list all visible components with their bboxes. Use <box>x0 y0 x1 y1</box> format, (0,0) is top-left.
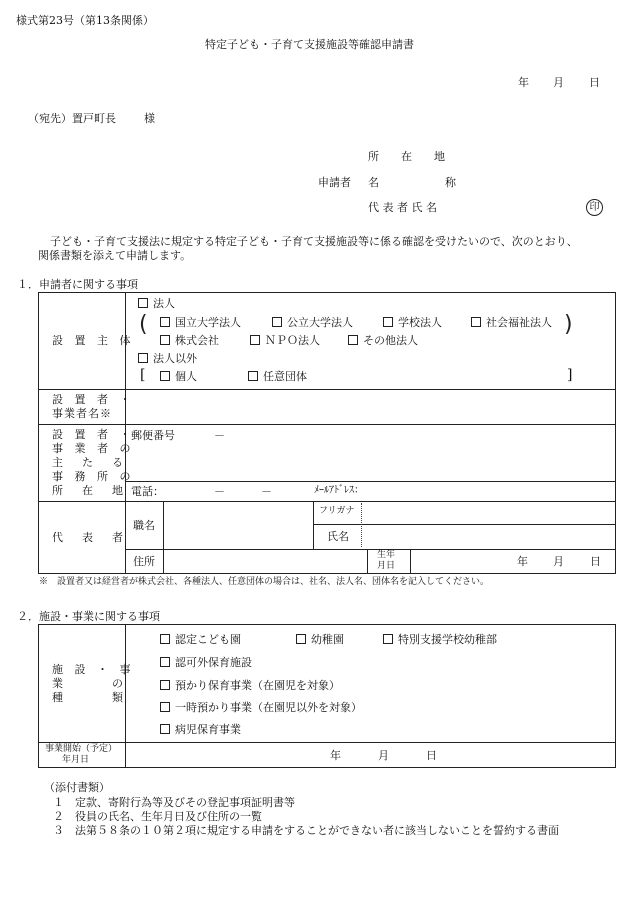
intro-text-line1: 子ども・子育て支援法に規定する特定子ども・子育て支援施設等に係る確認を受けたいので、次のとおり、 <box>50 235 578 248</box>
start-date-label-2: 年月日 <box>62 755 90 765</box>
start-year: 年 <box>330 749 341 762</box>
extended-care-checkbox[interactable]: 預かり保育事業（在園児を対象） <box>160 680 340 691</box>
office-label-2: 事 業 者 の <box>52 442 135 455</box>
applicant-name-label: 名 称 <box>368 176 456 189</box>
rep-address-field[interactable] <box>165 551 365 571</box>
special-support-kindergarten-checkbox[interactable]: 特別支援学校幼稚部 <box>383 634 497 645</box>
right-bracket: ) <box>564 312 573 337</box>
section1-note: ※ 設置者又は経営者が株式会社、各種法人、任意団体の場合は、社名、法人名、団体名を記入してください。 <box>39 577 490 587</box>
checkbox-icon <box>160 634 170 644</box>
office-label-4: 事 務 所 の <box>52 470 135 483</box>
founder-name-label-1: 設 置 者 ・ <box>52 393 135 406</box>
facility-type-label-1: 施 設 ・ 事 <box>52 663 135 676</box>
applicant-rep-label: 代 表 者 氏 名 <box>368 201 437 214</box>
checkbox-icon <box>138 353 148 363</box>
checkbox-icon <box>296 634 306 644</box>
addressee: （宛先）置戸町長 <box>28 112 116 125</box>
postal-code-label: 郵便番号 <box>131 429 175 442</box>
facility-type-label-3: 種 類 <box>52 691 127 704</box>
checkbox-icon <box>160 680 170 690</box>
date-day: 日 <box>589 76 600 89</box>
office-label-5: 所 在 地 <box>52 484 127 497</box>
left-bracket-small: [ <box>140 367 146 383</box>
facility-type-label-2: 業 の <box>52 677 127 690</box>
voluntary-group-checkbox[interactable]: 任意団体 <box>248 371 307 382</box>
checkbox-icon <box>383 634 393 644</box>
left-bracket: ( <box>139 312 148 337</box>
checkbox-icon <box>250 335 260 345</box>
section2-heading: ２．施設・事業に関する事項 <box>17 610 160 623</box>
checkbox-icon <box>160 317 170 327</box>
applicant-address-label: 所 在 地 <box>368 150 445 163</box>
checkbox-icon <box>272 317 282 327</box>
non-corporation-checkbox[interactable]: 法人以外 <box>138 353 197 364</box>
furigana-label: フリガナ <box>319 506 355 516</box>
section1-heading: １．申請者に関する事項 <box>17 278 138 291</box>
rep-address-label: 住所 <box>133 555 155 568</box>
birth-label-1: 生年 <box>377 550 396 560</box>
checkbox-icon <box>348 335 358 345</box>
office-label-3: 主 た る <box>52 456 127 469</box>
page-title: 特定子ども・子育て支援施設等確認申請書 <box>205 38 414 51</box>
stock-company-checkbox[interactable]: 株式会社 <box>160 335 219 346</box>
checkbox-icon <box>248 371 258 381</box>
kindergarten-checkbox[interactable]: 幼稚園 <box>296 634 344 645</box>
start-day: 日 <box>426 749 437 762</box>
rep-name-field[interactable] <box>363 526 613 547</box>
right-bracket-small: ] <box>567 367 573 383</box>
unlicensed-nursery-checkbox[interactable]: 認可外保育施設 <box>160 657 252 668</box>
addressee-suffix: 様 <box>144 112 155 125</box>
office-label-1: 設 置 者 ・ <box>52 428 135 441</box>
date-month: 月 <box>553 76 564 89</box>
representative-label: 代 表 者 <box>52 531 127 544</box>
social-welfare-corp-checkbox[interactable]: 社会福祉法人 <box>471 317 552 328</box>
public-university-corp-checkbox[interactable]: 公立大学法人 <box>272 317 353 328</box>
school-corp-checkbox[interactable]: 学校法人 <box>383 317 442 328</box>
temporary-care-checkbox[interactable]: 一時預かり事業（在園児以外を対象） <box>160 702 362 713</box>
attachment-item-3: ３ 法第５８条の１０第２項に規定する申請をすることができない者に該当しないことを誓約する書面 <box>53 824 559 837</box>
individual-checkbox[interactable]: 個人 <box>160 371 197 382</box>
checkbox-icon <box>138 298 148 308</box>
certified-kodomoen-checkbox[interactable]: 認定こども園 <box>160 634 241 645</box>
birth-month: 月 <box>553 555 564 568</box>
sick-child-care-checkbox[interactable]: 病児保育事業 <box>160 724 241 735</box>
national-university-corp-checkbox[interactable]: 国立大学法人 <box>160 317 241 328</box>
date-year: 年 <box>518 76 529 89</box>
intro-text-line2: 関係書類を添えて申請します。 <box>38 249 192 262</box>
birth-year: 年 <box>517 555 528 568</box>
phone-dash-2: － <box>261 485 272 498</box>
corporation-checkbox[interactable]: 法人 <box>138 298 175 309</box>
job-title-label: 職名 <box>133 519 155 532</box>
applicant-label: 申請者 <box>318 176 351 189</box>
checkbox-icon <box>160 371 170 381</box>
seal-mark: 印 <box>586 199 603 216</box>
checkbox-icon <box>160 702 170 712</box>
checkbox-icon <box>160 657 170 667</box>
npo-corp-checkbox[interactable]: ＮＰＯ法人 <box>250 335 320 346</box>
attachment-item-1: １ 定款、寄附行為等及びその登記事項証明書等 <box>53 796 295 809</box>
job-title-field[interactable] <box>165 503 311 547</box>
founder-name-label-2: 事業者名※ <box>52 407 112 420</box>
founder-name-field[interactable] <box>127 391 613 422</box>
attachments-heading: （添付書類） <box>44 781 110 794</box>
start-date-label-1: 事業開始（予定） <box>45 744 118 754</box>
checkbox-icon <box>160 724 170 734</box>
postal-code-dash: － <box>214 429 225 442</box>
start-month: 月 <box>378 749 389 762</box>
form-number: 様式第23号（第13条関係） <box>16 14 154 27</box>
phone-label: 電話： <box>131 485 164 498</box>
attachment-item-2: ２ 役員の氏名、生年月日及び住所の一覧 <box>53 810 262 823</box>
birth-label-2: 月日 <box>377 561 396 571</box>
checkbox-icon <box>160 335 170 345</box>
office-address-field[interactable] <box>127 444 613 479</box>
other-corp-checkbox[interactable]: その他法人 <box>348 335 418 346</box>
birth-day: 日 <box>590 555 601 568</box>
phone-dash-1: － <box>214 485 225 498</box>
email-label: ﾒｰﾙｱﾄﾞﾚｽ： <box>314 485 364 496</box>
checkbox-icon <box>383 317 393 327</box>
rep-name-label: 氏名 <box>327 530 349 543</box>
founder-type-label: 設 置 主 体 <box>52 334 135 347</box>
checkbox-icon <box>471 317 481 327</box>
